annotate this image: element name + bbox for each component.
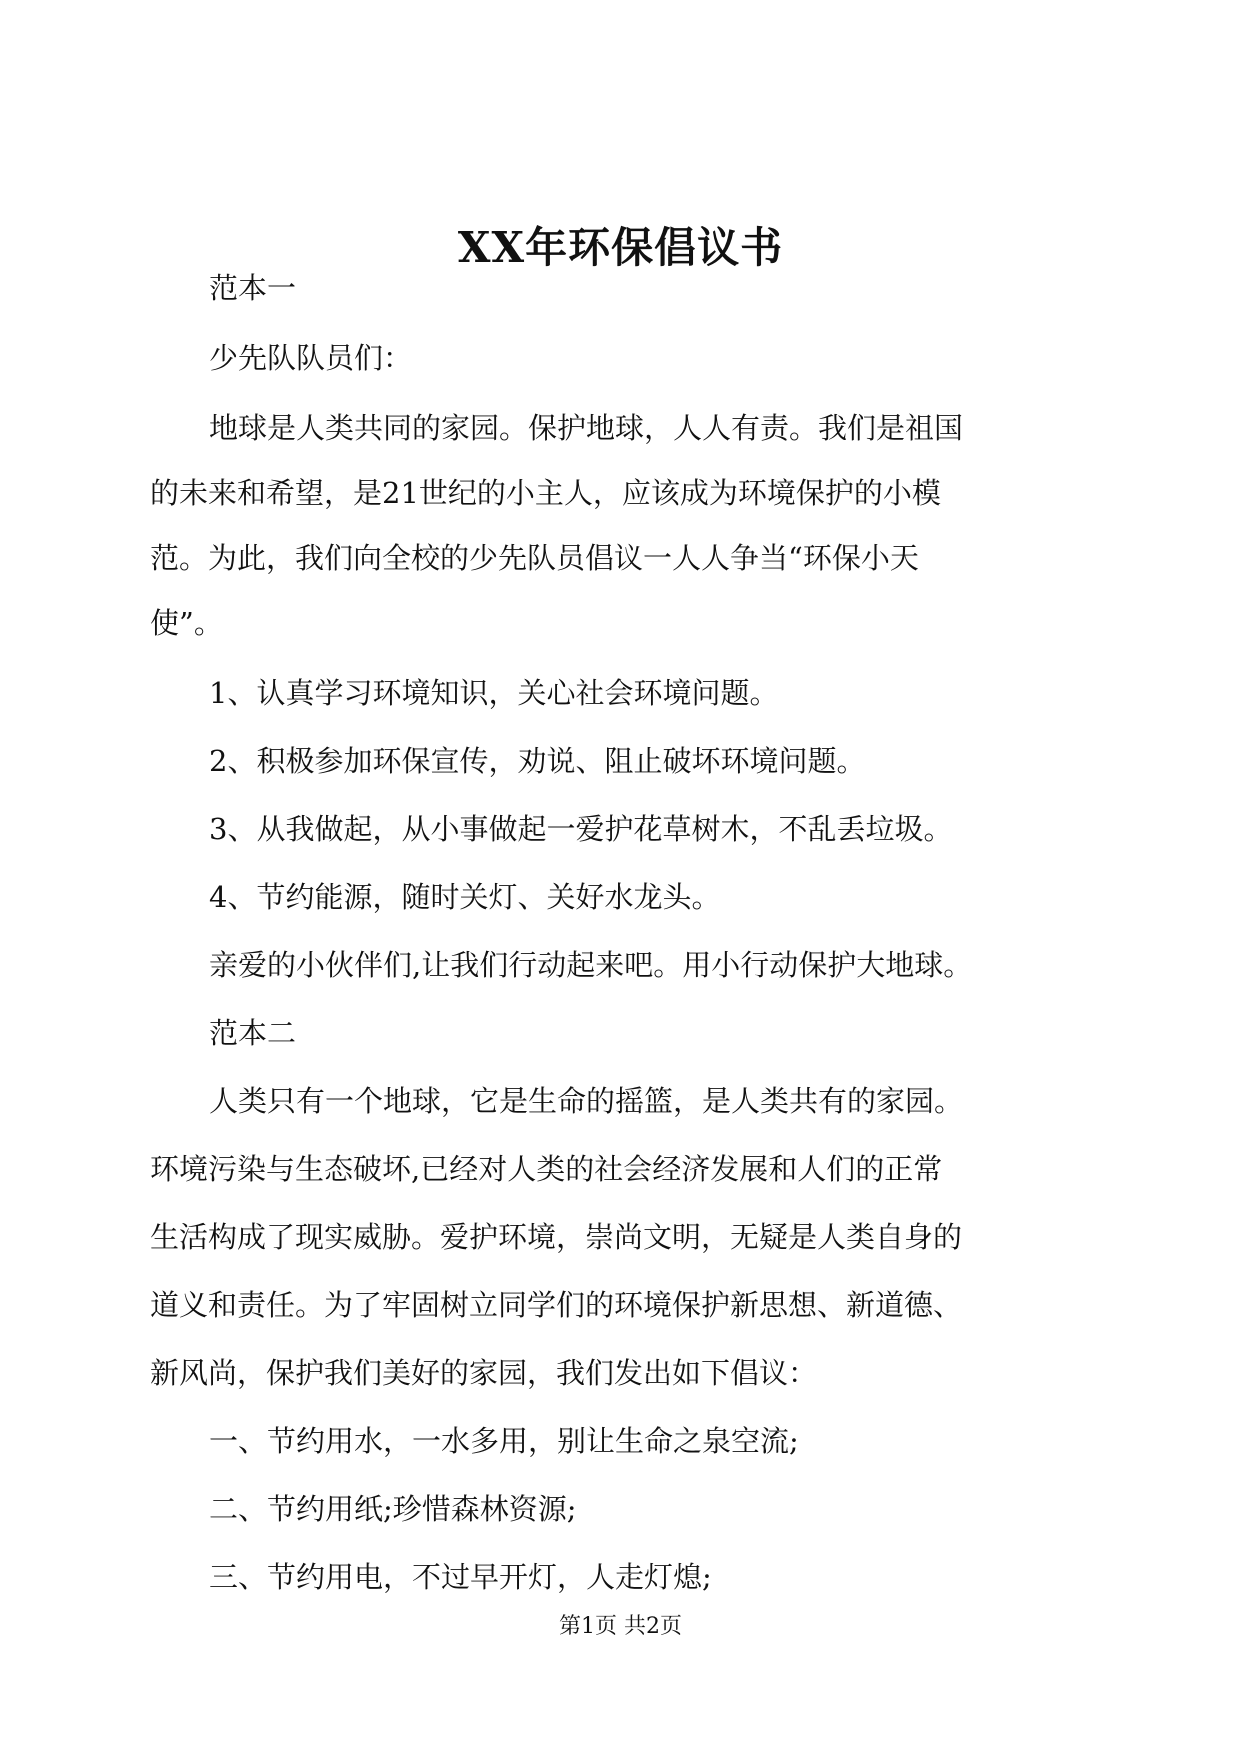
paragraph-line: 生活构成了现实威胁。爱护环境，崇尚文明，无疑是人类自身的 [150, 1220, 963, 1254]
list-item: 3、从我做起，从小事做起一爱护花草树木，不乱丢垃圾。 [209, 812, 953, 846]
list-item: 二、节约用纸;珍惜森林资源; [209, 1492, 577, 1526]
page-footer [0, 1612, 1241, 1642]
section-heading-2: 范本二 [209, 1016, 297, 1050]
list-item: 4、节约能源，随时关灯、关好水龙头。 [209, 880, 721, 914]
document-title: XX年环保倡议书 [457, 223, 784, 272]
section-heading-1: 范本一 [209, 271, 297, 305]
paragraph-line: 新风尚，保护我们美好的家园，我们发出如下倡议： [150, 1356, 818, 1390]
salutation: 少先队队员们： [209, 341, 413, 375]
paragraph-line: 地球是人类共同的家园。保护地球，人人有责。我们是祖国 [209, 411, 964, 445]
list-item: 三、节约用电，不过早开灯，人走灯熄; [209, 1560, 712, 1594]
list-item: 2、积极参加环保宣传，劝说、阻止破坏环境问题。 [209, 744, 866, 778]
closing-line: 亲爱的小伙伴们,让我们行动起来吧。用小行动保护大地球。 [209, 948, 973, 982]
paragraph-line: 范。为此，我们向全校的少先队员倡议一人人争当“环保小天 [150, 541, 919, 575]
paragraph-line: 人类只有一个地球，它是生命的摇篮，是人类共有的家园。 [209, 1084, 964, 1118]
paragraph-line: 使”。 [150, 606, 223, 640]
list-item: 1、认真学习环境知识，关心社会环境问题。 [209, 676, 779, 710]
page-number-label: 第1页 共2页 [559, 1614, 682, 1639]
list-item: 一、节约用水，一水多用，别让生命之泉空流; [209, 1424, 799, 1458]
paragraph-line: 道义和责任。为了牢固树立同学们的环境保护新思想、新道德、 [150, 1288, 963, 1322]
paragraph-line: 的未来和希望，是21世纪的小主人，应该成为环境保护的小模 [150, 476, 941, 510]
paragraph-line: 环境污染与生态破坏,已经对人类的社会经济发展和人们的正常 [150, 1152, 943, 1186]
